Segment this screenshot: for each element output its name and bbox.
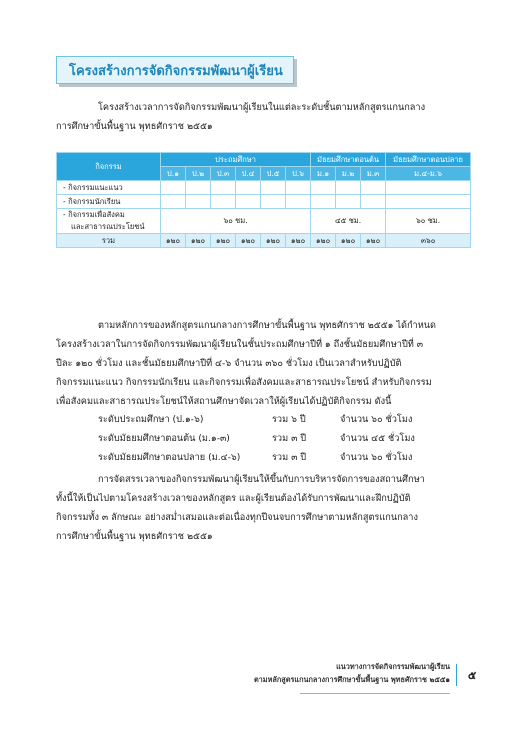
total-cell: ๑๒๐: [161, 234, 186, 248]
intro-line: [56, 98, 468, 117]
total-cell: ๑๒๐: [336, 234, 361, 248]
closing-line-3: กิจกรรมทั้ง ๓ ลักษณะ อย่างสม่ำเสมอและต่อเนื่องทุกปีจนจบการศึกษาตามหลักสูตรแกนกลาง: [56, 512, 418, 523]
page-number: ๕: [456, 664, 487, 686]
total-cell: ๑๒๐: [286, 234, 311, 248]
intro-line-1: โครงสร้างเวลาการจัดกิจกรรมพัฒนาผู้เรียนในแต่ละระดับชั้นตามหลักสูตรแกนกลาง: [98, 102, 426, 113]
total-row: [57, 234, 471, 248]
row-student-activities: - กิจกรรมนักเรียน: [57, 195, 161, 209]
total-cell: ๑๒๐: [186, 234, 211, 248]
footer-subtitle: ตามหลักสูตรแกนกลางการศึกษาขั้นพื้นฐาน พุทธศักราช ๒๕๕๑: [253, 675, 450, 684]
header-lower-secondary: มัธยมศึกษาตอนต้น: [311, 153, 386, 167]
grade-header: ป.๕: [261, 167, 286, 181]
closing-paragraph: [56, 470, 468, 546]
total-cell: ๓๖๐: [386, 234, 471, 248]
intro-line-2: การศึกษาขั้นพื้นฐาน พุทธศักราช ๒๕๕๑: [56, 121, 213, 132]
section-title: [56, 56, 294, 84]
total-cell: ๑๒๐: [236, 234, 261, 248]
footer-rule: [300, 693, 450, 694]
row-social-line-2: และสาธารณประโยชน์: [71, 222, 145, 231]
grade-header: ป.๑: [161, 167, 186, 181]
intro-paragraph: [56, 98, 468, 136]
grade-header: ม.๒: [336, 167, 361, 181]
body-line-4: กิจกรรมแนะแนว กิจกรรมนักเรียน และกิจกรรมเพื่อสังคมและสาธารณประโยชน์ สำหรับกิจกรรม: [56, 377, 432, 388]
table-row: [57, 209, 471, 234]
row-social-line-1: - กิจกรรมเพื่อสังคม: [63, 210, 125, 219]
footer-title: แนวทางการจัดกิจกรรมพัฒนาผู้เรียน: [336, 662, 450, 671]
level-years: รวม ๓ ปี: [272, 433, 307, 444]
grade-header: ม.๔-ม.๖: [386, 167, 471, 181]
upper-hours: ๖๐ ชม.: [386, 209, 471, 234]
closing-line-4: การศึกษาขั้นพื้นฐาน พุทธศักราช ๒๕๕๑: [56, 531, 213, 542]
grade-header: ป.๔: [236, 167, 261, 181]
grade-header: ม.๓: [361, 167, 386, 181]
grade-header: ม.๑: [311, 167, 336, 181]
level-name: ระดับมัธยมศึกษาตอนต้น (ม.๑-๓): [98, 433, 230, 444]
header-upper-secondary: มัธยมศึกษาตอนปลาย: [386, 153, 471, 167]
body-line: [56, 316, 468, 335]
total-cell: ๑๒๐: [261, 234, 286, 248]
level-years: รวม ๓ ปี: [272, 452, 307, 463]
total-cell: ๑๒๐: [311, 234, 336, 248]
total-cell: ๑๒๐: [211, 234, 236, 248]
level-years: รวม ๖ ปี: [272, 414, 306, 425]
activity-structure-table: [56, 152, 471, 248]
level-hours: จำนวน ๖๐ ชั่วโมง: [340, 452, 413, 463]
level-name: ระดับประถมศึกษา (ป.๑-๖): [98, 414, 204, 425]
body-line-3: ปีละ ๑๒๐ ชั่วโมง และชั้นมัธยมศึกษาปีที่ ๔-๖ จำนวน ๓๖๐ ชั่วโมง เป็นเวลาสำหรับปฏิบัติ: [56, 358, 402, 369]
closing-line: [56, 470, 468, 489]
body-paragraph: [56, 316, 468, 411]
section-title-text: โครงสร้างการจัดกิจกรรมพัฒนาผู้เรียน: [69, 63, 283, 79]
grade-header: ป.๓: [211, 167, 236, 181]
table-row: [57, 195, 471, 209]
body-line-1: ตามหลักการของหลักสูตรแกนกลางการศึกษาขั้นพื้นฐาน พุทธศักราช ๒๕๕๑ ได้กำหนด: [98, 320, 437, 331]
total-cell: ๑๒๐: [361, 234, 386, 248]
grade-header: ป.๒: [186, 167, 211, 181]
level-hours: จำนวน ๖๐ ชั่วโมง: [340, 414, 413, 425]
level-name: ระดับมัธยมศึกษาตอนปลาย (ม.๔-๖): [98, 452, 241, 463]
body-line-2: โครงสร้างเวลาในการจัดกิจกรรมพัฒนาผู้เรียนในชั้นประถมศึกษาปีที่ ๑ ถึงชั้นมัธยมศึกษาปีที่ ๓: [56, 339, 424, 350]
row-social-service: [57, 209, 161, 234]
body-line-5: เพื่อสังคมและสาธารณประโยชน์ให้สถานศึกษาจัดเวลาให้ผู้เรียนได้ปฏิบัติกิจกรรม ดังนี้: [56, 396, 392, 407]
primary-hours: ๖๐ ชม.: [161, 209, 311, 234]
header-activity: กิจกรรม: [57, 153, 161, 181]
header-primary: ประถมศึกษา: [161, 153, 311, 167]
closing-line-1: การจัดสรรเวลาของกิจกรรมพัฒนาผู้เรียนให้ขึ้นกับการบริหารจัดการของสถานศึกษา: [98, 474, 425, 485]
grade-header: ป.๖: [286, 167, 311, 181]
intro-line: [56, 117, 468, 136]
total-label: รวม: [57, 234, 161, 248]
row-guidance: - กิจกรรมแนะแนว: [57, 181, 161, 195]
table-row: [57, 181, 471, 195]
level-hours: จำนวน ๔๕ ชั่วโมง: [340, 433, 415, 444]
closing-line-2: ทั้งนี้ให้เป็นไปตามโครงสร้างเวลาของหลักสูตร และผู้เรียนต้องได้รับการพัฒนาและฝึกปฏิบัติ: [56, 493, 411, 504]
page-footer: [236, 660, 450, 686]
lower-hours: ๔๕ ชม.: [311, 209, 386, 234]
